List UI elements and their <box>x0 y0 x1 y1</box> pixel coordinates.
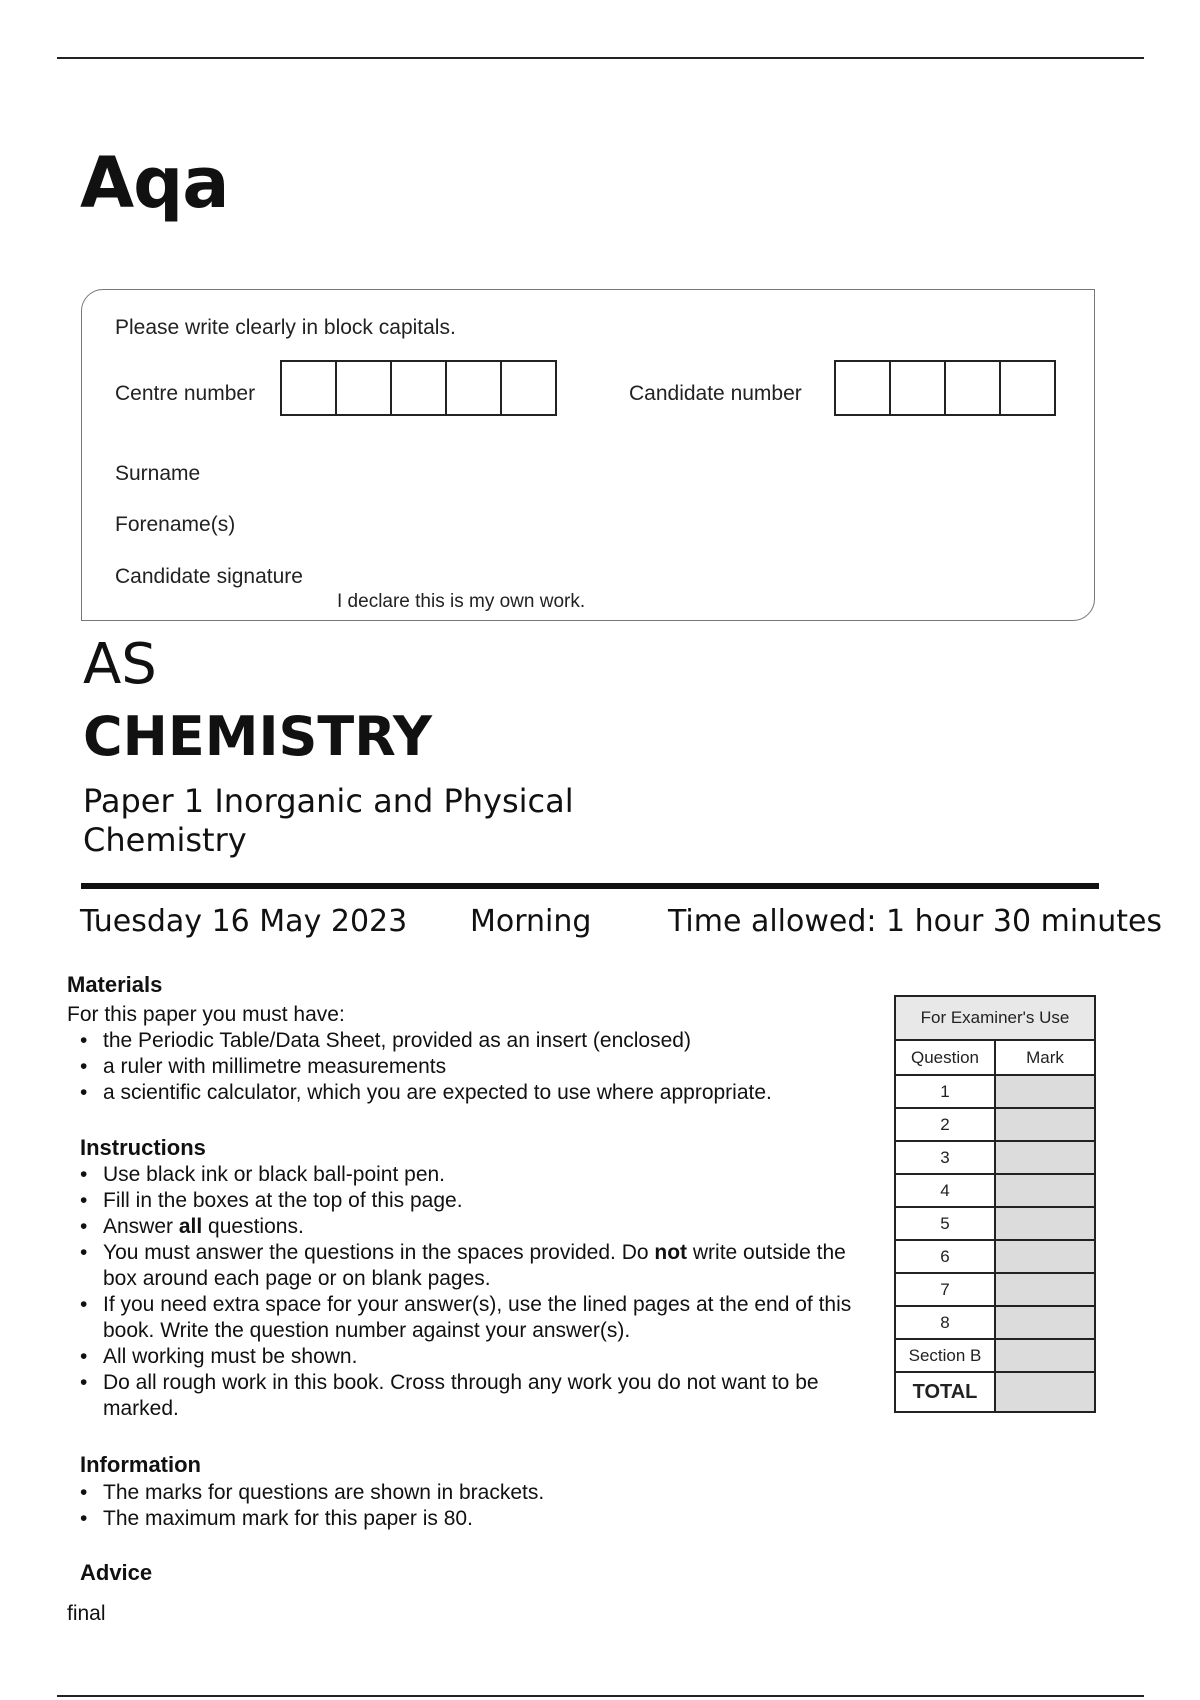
list-item: • a scientific calculator, which you are expected to use where appropriate. <box>80 1080 880 1106</box>
candidate-number-digit-box[interactable] <box>999 360 1056 416</box>
list-item: • the Periodic Table/Data Sheet, provided as an insert (enclosed) <box>80 1028 880 1054</box>
mark-cell <box>995 1306 1095 1339</box>
total-mark-cell <box>995 1372 1095 1412</box>
mark-column-header: Mark <box>995 1040 1095 1075</box>
mark-cell <box>995 1273 1095 1306</box>
time-allowed: Time allowed: 1 hour 30 minutes <box>668 904 1163 939</box>
examiner-use-table <box>894 995 1096 1413</box>
exam-session: Morning <box>470 904 592 939</box>
table-row <box>895 1372 1095 1412</box>
declaration-text: I declare this is my own work. <box>337 591 586 612</box>
table-row <box>895 1273 1095 1306</box>
list-item: • You must answer the questions in the spaces provided. Do not write outside the box around each page or on blank pages. <box>80 1240 865 1292</box>
list-item: • Fill in the boxes at the top of this page. <box>80 1188 865 1214</box>
question-number: 5 <box>895 1207 995 1240</box>
list-item: • Answer all questions. <box>80 1214 865 1240</box>
candidate-number-boxes <box>834 360 1054 416</box>
exam-date: Tuesday 16 May 2023 <box>80 904 408 939</box>
block-capitals-instruction: Please write clearly in block capitals. <box>115 316 456 339</box>
list-item: • If you need extra space for your answer(s), use the lined pages at the end of this book. Write the question number against your answer(s). <box>80 1292 865 1344</box>
mark-cell <box>995 1339 1095 1372</box>
list-item: • a ruler with millimetre measurements <box>80 1054 880 1080</box>
examiner-table-title: For Examiner's Use <box>895 996 1095 1040</box>
table-row <box>895 1339 1095 1372</box>
surname-label: Surname <box>115 462 201 485</box>
advice-heading: Advice <box>80 1560 153 1585</box>
information-list <box>80 1480 865 1532</box>
centre-number-digit-box[interactable] <box>335 360 392 416</box>
list-item: • The maximum mark for this paper is 80. <box>80 1506 865 1532</box>
table-row <box>895 1306 1095 1339</box>
question-number: 7 <box>895 1273 995 1306</box>
centre-number-digit-box[interactable] <box>390 360 447 416</box>
table-row <box>895 1141 1095 1174</box>
candidate-signature-label: Candidate signature <box>115 565 303 588</box>
candidate-number-digit-box[interactable] <box>889 360 946 416</box>
materials-list <box>80 1028 880 1106</box>
question-number: 3 <box>895 1141 995 1174</box>
table-row <box>895 1108 1095 1141</box>
question-number: 1 <box>895 1075 995 1108</box>
subject-title: CHEMISTRY <box>83 705 432 768</box>
table-row <box>895 1240 1095 1273</box>
centre-number-boxes <box>280 360 555 416</box>
mark-cell <box>995 1108 1095 1141</box>
list-item: • Do all rough work in this book. Cross through any work you do not want to be marked. <box>80 1370 865 1422</box>
candidate-number-digit-box[interactable] <box>944 360 1001 416</box>
question-number: 8 <box>895 1306 995 1339</box>
table-row <box>895 1207 1095 1240</box>
centre-number-digit-box[interactable] <box>445 360 502 416</box>
list-item: • The marks for questions are shown in brackets. <box>80 1480 865 1506</box>
centre-number-label: Centre number <box>115 382 256 405</box>
section-b-label: Section B <box>895 1339 995 1372</box>
question-number: 6 <box>895 1240 995 1273</box>
paper-title: Paper 1 Inorganic and Physical Chemistry <box>83 782 574 859</box>
qualification-level: AS <box>83 632 157 697</box>
centre-number-digit-box[interactable] <box>280 360 337 416</box>
question-number: 2 <box>895 1108 995 1141</box>
table-row <box>895 1174 1095 1207</box>
mark-cell <box>995 1174 1095 1207</box>
list-item: • All working must be shown. <box>80 1344 865 1370</box>
question-number: 4 <box>895 1174 995 1207</box>
centre-number-digit-box[interactable] <box>500 360 557 416</box>
mark-cell <box>995 1240 1095 1273</box>
materials-intro: For this paper you must have: <box>67 1003 345 1026</box>
candidate-number-label: Candidate number <box>629 382 802 405</box>
table-row <box>895 1075 1095 1108</box>
mark-cell <box>995 1207 1095 1240</box>
aqa-logo: Aqa <box>80 142 229 224</box>
advice-text: final <box>67 1602 106 1625</box>
information-heading: Information <box>80 1452 201 1477</box>
materials-heading: Materials <box>67 972 163 997</box>
list-item: • Use black ink or black ball-point pen. <box>80 1162 865 1188</box>
top-rule <box>57 57 1144 59</box>
mark-cell <box>995 1141 1095 1174</box>
title-divider <box>81 883 1099 889</box>
question-column-header: Question <box>895 1040 995 1075</box>
total-label: TOTAL <box>895 1372 995 1412</box>
forenames-label: Forename(s) <box>115 513 236 536</box>
candidate-number-digit-box[interactable] <box>834 360 891 416</box>
instructions-list <box>80 1162 865 1422</box>
bottom-rule <box>57 1695 1144 1697</box>
mark-cell <box>995 1075 1095 1108</box>
instructions-heading: Instructions <box>80 1135 206 1160</box>
